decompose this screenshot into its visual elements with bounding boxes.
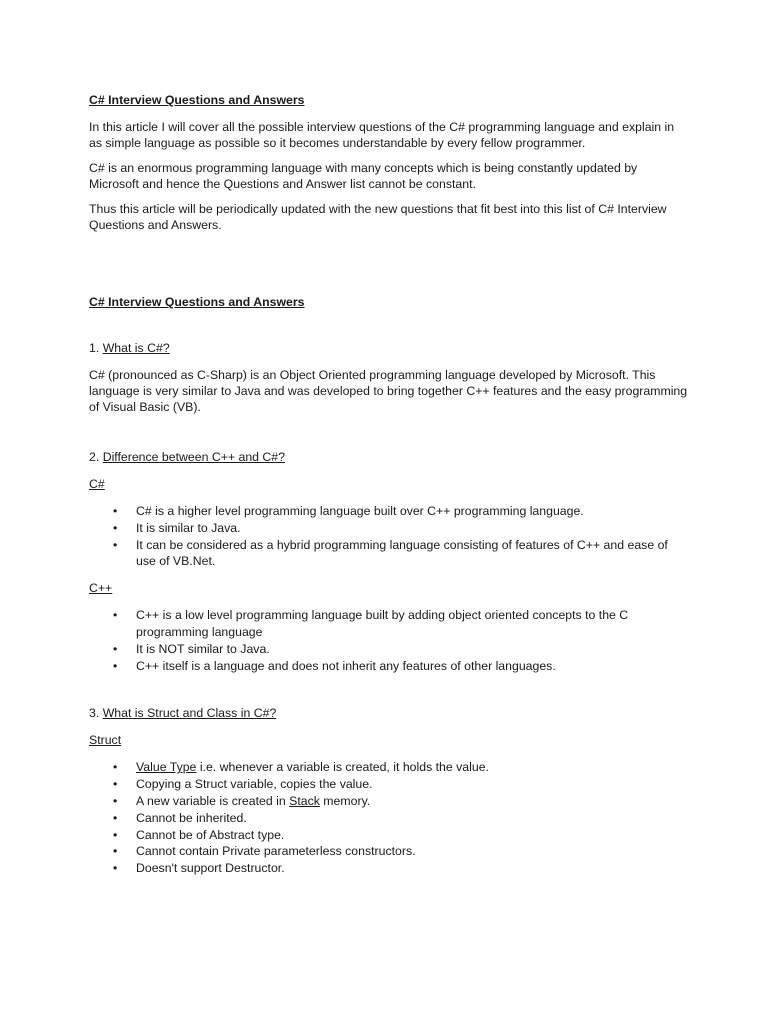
subheading-cpp: C++ <box>89 581 113 596</box>
list-item: • It can be considered as a hybrid programming language consisting of features of C++ and ease of use of VB.Net. <box>89 537 689 571</box>
question-title-text: Difference between C++ and C#? <box>102 450 285 464</box>
list-item: • It is NOT similar to Java. <box>89 641 689 658</box>
answer-paragraph: C# (pronounced as C-Sharp) is an Object Oriented programming language developed by Microsoft. This language is very similar to Java and was developed to bring together C++ features and the easy programming of Visual Basic (VB). <box>89 368 688 414</box>
list-item-text: i.e. whenever a variable is created, it holds the value. <box>196 760 489 775</box>
question-number: 2. <box>89 450 103 464</box>
struct-points-list <box>89 759 689 877</box>
csharp-points-list <box>89 503 689 570</box>
list-item: • C++ itself is a language and does not inherit any features of other languages. <box>89 658 689 675</box>
section-heading: C# Interview Questions and Answers <box>89 295 305 309</box>
list-item: • Cannot contain Private parameterless constructors. <box>89 843 689 860</box>
list-item-text: A new variable is created in <box>136 793 290 808</box>
list-item: • Copying a Struct variable, copies the value. <box>89 776 689 793</box>
subheading-struct: Struct <box>89 733 122 748</box>
intro-paragraph: In this article I will cover all the possible interview questions of the C# programming language and explain in as simple language as possible so it becomes understandable by every fellow programmer. <box>89 120 675 150</box>
cpp-points-list <box>89 607 689 674</box>
list-item: • It is similar to Java. <box>89 520 689 537</box>
subheading-csharp: C# <box>89 477 105 491</box>
list-item: • C++ is a low level programming language built by adding object oriented concepts to the C programming language <box>89 607 689 641</box>
question-title <box>89 705 689 721</box>
list-item: • Cannot be inherited. <box>89 810 689 827</box>
list-item <box>89 759 689 776</box>
list-item: • Cannot be of Abstract type. <box>89 827 689 844</box>
question-title-text: What is Struct and Class in C#? <box>102 706 277 721</box>
list-item-text: memory. <box>319 793 371 808</box>
intro-paragraph: Thus this article will be periodically updated with the new questions that fit best into this list of C# Interview Questions and Answers. <box>89 202 667 232</box>
question-title-text: What is C#? <box>102 341 170 355</box>
intro-heading: C# Interview Questions and Answers <box>89 93 305 107</box>
list-item <box>89 793 689 810</box>
list-item: • C# is a higher level programming language built over C++ programming language. <box>89 503 689 520</box>
intro-paragraph: C# is an enormous programming language with many concepts which is being constantly updated by Microsoft and hence the Questions and Answer list cannot be constant. <box>89 161 638 191</box>
document-page <box>89 92 689 877</box>
stack-term: Stack <box>289 793 320 808</box>
value-type-term: Value Type <box>136 760 197 775</box>
question-title <box>89 449 689 465</box>
question-number: 1. <box>89 341 103 355</box>
list-item: • Doesn't support Destructor. <box>89 860 689 877</box>
question-title <box>89 340 689 356</box>
question-number: 3. <box>89 706 103 721</box>
